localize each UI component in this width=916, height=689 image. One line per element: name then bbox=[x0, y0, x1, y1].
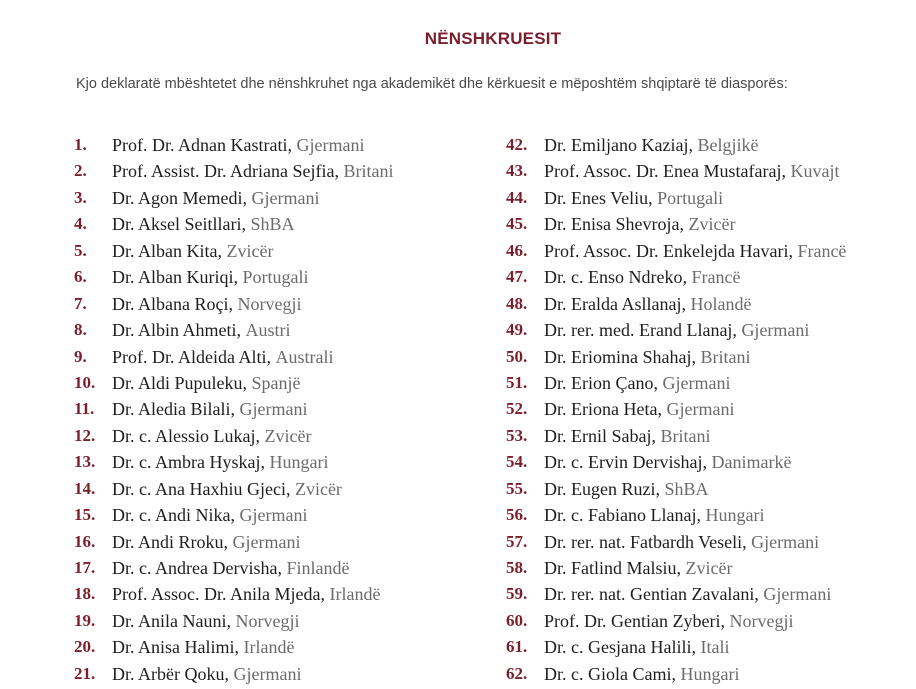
signatory-row bbox=[506, 160, 846, 186]
signatory-number: 58. bbox=[506, 558, 528, 577]
signatory-row bbox=[74, 293, 394, 319]
signatory-number: 47. bbox=[506, 267, 528, 287]
signatory-country: Zvicër bbox=[294, 478, 342, 499]
signatory-number: 50. bbox=[506, 346, 528, 366]
signatory-country: Gjermani bbox=[232, 531, 301, 552]
signatory-name: Prof. Dr. Aldeida Alti, bbox=[112, 346, 271, 367]
signatory-name: Prof. Assoc. Dr. Anila Mjeda, bbox=[112, 584, 325, 605]
signatory-number: 43. bbox=[506, 161, 528, 181]
signatory-name: Dr. c. Alessio Lukaj, bbox=[112, 425, 260, 446]
signatory-row bbox=[506, 266, 846, 292]
signatory-country: ShBA bbox=[250, 214, 295, 235]
signatory-number: 16. bbox=[74, 531, 96, 551]
signatory-name: Dr. Enisa Shevroja, bbox=[544, 214, 684, 235]
signatory-number: 3. bbox=[74, 187, 87, 207]
signatory-number: 61. bbox=[506, 637, 528, 657]
signatory-name: Dr. c. Enso Ndreko, bbox=[544, 267, 687, 288]
signatory-country: Irlandë bbox=[243, 637, 295, 658]
signatory-number: 5. bbox=[74, 240, 87, 260]
signatory-name: Dr. Alban Kita, bbox=[112, 240, 222, 261]
signatory-country: Gjermani bbox=[251, 187, 320, 208]
signatory-number: 62. bbox=[506, 663, 528, 683]
signatory-number: 54. bbox=[506, 452, 528, 472]
signatory-row bbox=[74, 583, 394, 609]
signatory-name: Prof. Assoc. Dr. Enea Mustafaraj, bbox=[544, 161, 786, 182]
signatory-number: 57. bbox=[506, 531, 528, 551]
signatory-country: Gjermani bbox=[741, 320, 810, 341]
signatory-country: Portugali bbox=[657, 187, 724, 208]
signatory-row bbox=[506, 240, 846, 266]
signatory-row bbox=[506, 478, 846, 504]
signatory-name: Dr. Enes Veliu, bbox=[544, 187, 653, 208]
signatory-name: Dr. Fatlind Malsiu, bbox=[544, 558, 682, 578]
signatory-country: Gjermani bbox=[662, 372, 731, 393]
signatory-country: Norvegji bbox=[237, 293, 302, 314]
signatory-country: Itali bbox=[700, 637, 730, 658]
signatory-country: Norvegji bbox=[235, 610, 300, 631]
signatory-country: Spanjë bbox=[251, 372, 301, 393]
signatory-row bbox=[506, 398, 846, 424]
signatory-country: Danimarkë bbox=[711, 452, 792, 473]
signatory-number: 8. bbox=[74, 320, 87, 340]
signatory-name: Dr. Arbër Qoku, bbox=[112, 663, 229, 684]
signatory-number: 51. bbox=[506, 372, 528, 392]
signatory-country: Gjermani bbox=[239, 505, 308, 526]
signatory-name: Dr. Aksel Seitllari, bbox=[112, 214, 246, 235]
signatory-name: Prof. Assoc. Dr. Enkelejda Havari, bbox=[544, 240, 793, 261]
signatories-list-right bbox=[506, 134, 846, 689]
signatory-name: Dr. Erion Çano, bbox=[544, 372, 658, 393]
signatory-number: 45. bbox=[506, 214, 528, 234]
signatory-name: Prof. Dr. Adnan Kastrati, bbox=[112, 135, 292, 155]
signatory-number: 13. bbox=[74, 452, 96, 472]
signatories-list-left bbox=[74, 134, 394, 689]
signatory-row bbox=[506, 346, 846, 372]
signatory-row bbox=[74, 557, 394, 583]
signatory-number: 52. bbox=[506, 399, 528, 419]
intro-text: Kjo deklaratë mbështetet dhe nënshkruhet nga akademikët dhe kërkuesit e mëposhtëm shqiptarë të diasporës: bbox=[76, 76, 788, 92]
signatory-country: Gjermani bbox=[239, 399, 308, 420]
signatory-name: Dr. c. Andrea Dervisha, bbox=[112, 558, 282, 578]
signatory-country: Hungari bbox=[680, 663, 740, 684]
signatory-row bbox=[506, 583, 846, 609]
signatory-name: Dr. Alban Kuriqi, bbox=[112, 267, 238, 288]
signatory-name: Dr. c. Gesjana Halili, bbox=[544, 637, 696, 658]
signatory-country: Zvicër bbox=[685, 558, 733, 578]
signatory-row bbox=[74, 531, 394, 557]
signatory-name: Dr. c. Ervin Dervishaj, bbox=[544, 452, 707, 473]
signatory-country: Britani bbox=[343, 161, 394, 182]
signatory-number: 2. bbox=[74, 161, 87, 181]
signatory-name: Dr. Eugen Ruzi, bbox=[544, 478, 660, 499]
signatory-country: Zvicër bbox=[226, 240, 274, 261]
signatory-row bbox=[74, 398, 394, 424]
signatory-country: Britani bbox=[660, 425, 711, 446]
signatory-number: 19. bbox=[74, 610, 96, 630]
signatory-country: Irlandë bbox=[329, 584, 381, 605]
signatory-name: Dr. Eriona Heta, bbox=[544, 399, 662, 420]
signatory-country: Gjermani bbox=[763, 584, 832, 605]
signatory-row bbox=[74, 319, 394, 345]
signatory-number: 9. bbox=[74, 346, 87, 366]
signatory-country: Holandë bbox=[690, 293, 752, 314]
signatory-row bbox=[506, 372, 846, 398]
signatory-row bbox=[506, 187, 846, 213]
signatory-name: Dr. Eriomina Shahaj, bbox=[544, 346, 696, 367]
signatory-number: 10. bbox=[74, 372, 96, 392]
signatory-number: 21. bbox=[74, 663, 96, 683]
signatory-row bbox=[506, 636, 846, 662]
signatory-country: Gjermani bbox=[666, 399, 735, 420]
signatory-number: 42. bbox=[506, 135, 528, 154]
signatory-row bbox=[74, 134, 394, 160]
signatory-number: 20. bbox=[74, 637, 96, 657]
signatory-country: Austri bbox=[245, 320, 291, 341]
signatory-row bbox=[74, 610, 394, 636]
signatory-row bbox=[74, 504, 394, 530]
signatory-name: Dr. rer. nat. Gentian Zavalani, bbox=[544, 584, 759, 605]
signatory-country: Finlandë bbox=[286, 558, 350, 578]
signatory-country: Australi bbox=[275, 346, 334, 367]
signatory-row bbox=[74, 346, 394, 372]
signatory-country: ShBA bbox=[664, 478, 709, 499]
signatory-name: Dr. c. Giola Cami, bbox=[544, 663, 676, 684]
signatory-name: Dr. c. Ambra Hyskaj, bbox=[112, 452, 265, 473]
signatory-row bbox=[506, 425, 846, 451]
signatory-number: 12. bbox=[74, 425, 96, 445]
signatory-number: 18. bbox=[74, 584, 96, 604]
signatory-name: Dr. Anisa Halimi, bbox=[112, 637, 239, 658]
signatory-number: 56. bbox=[506, 505, 528, 525]
signatory-row bbox=[74, 266, 394, 292]
signatory-row bbox=[506, 531, 846, 557]
signatory-name: Dr. Emiljano Kaziaj, bbox=[544, 135, 693, 155]
signatory-number: 55. bbox=[506, 478, 528, 498]
signatory-name: Dr. Aldi Pupuleku, bbox=[112, 372, 248, 393]
signatory-country: Zvicër bbox=[264, 425, 312, 446]
signatory-number: 14. bbox=[74, 478, 96, 498]
signatory-row bbox=[506, 213, 846, 239]
signatory-country: Norvegji bbox=[729, 610, 794, 631]
signatory-number: 59. bbox=[506, 584, 528, 604]
signatory-country: Hungari bbox=[705, 505, 765, 526]
signatory-row bbox=[506, 610, 846, 636]
signatory-country: Gjermani bbox=[751, 531, 820, 552]
signatory-country: Gjermani bbox=[296, 135, 365, 155]
signatory-country: Francë bbox=[691, 267, 741, 288]
signatory-row bbox=[74, 663, 394, 689]
signatory-number: 11. bbox=[74, 399, 95, 419]
signatory-row bbox=[506, 293, 846, 319]
signatory-row bbox=[506, 451, 846, 477]
signatory-name: Dr. Eralda Asllanaj, bbox=[544, 293, 686, 314]
signatory-name: Prof. Assist. Dr. Adriana Sejfia, bbox=[112, 161, 339, 182]
signatory-name: Dr. c. Andi Nika, bbox=[112, 505, 235, 526]
signatory-country: Belgjikë bbox=[697, 135, 759, 155]
signatory-name: Dr. Agon Memedi, bbox=[112, 187, 247, 208]
signatory-name: Dr. Albana Roçi, bbox=[112, 293, 233, 314]
signatory-country: Francë bbox=[797, 240, 847, 261]
signatory-name: Dr. Andi Rroku, bbox=[112, 531, 229, 552]
signatory-country: Hungari bbox=[269, 452, 329, 473]
signatory-number: 46. bbox=[506, 240, 528, 260]
signatory-name: Dr. rer. nat. Fatbardh Veseli, bbox=[544, 531, 747, 552]
signatory-number: 17. bbox=[74, 558, 96, 577]
signatory-row bbox=[506, 319, 846, 345]
signatory-name: Dr. Ernil Sabaj, bbox=[544, 425, 656, 446]
signatory-number: 60. bbox=[506, 610, 528, 630]
signatory-name: Prof. Dr. Gentian Zyberi, bbox=[544, 610, 725, 631]
signatory-name: Dr. c. Fabiano Llanaj, bbox=[544, 505, 701, 526]
signatory-number: 53. bbox=[506, 425, 528, 445]
signatory-row bbox=[74, 160, 394, 186]
signatory-country: Kuvajt bbox=[790, 161, 840, 182]
signatory-number: 6. bbox=[74, 267, 87, 287]
signatory-row bbox=[74, 187, 394, 213]
signatory-row bbox=[74, 451, 394, 477]
signatory-row bbox=[506, 504, 846, 530]
signatory-country: Zvicër bbox=[688, 214, 736, 235]
signatory-number: 7. bbox=[74, 293, 87, 313]
signatory-number: 4. bbox=[74, 214, 87, 234]
signatory-row bbox=[74, 478, 394, 504]
signatory-row bbox=[74, 213, 394, 239]
signatory-number: 48. bbox=[506, 293, 528, 313]
signatory-row bbox=[74, 240, 394, 266]
signatory-name: Dr. rer. med. Erand Llanaj, bbox=[544, 320, 737, 341]
signatory-row bbox=[74, 425, 394, 451]
signatory-row bbox=[506, 557, 846, 583]
signatory-name: Dr. c. Ana Haxhiu Gjeci, bbox=[112, 478, 291, 499]
signatory-number: 49. bbox=[506, 320, 528, 340]
signatory-country: Portugali bbox=[242, 267, 309, 288]
signatory-name: Dr. Albin Ahmeti, bbox=[112, 320, 242, 341]
signatory-country: Britani bbox=[700, 346, 751, 367]
signatory-name: Dr. Aledia Bilali, bbox=[112, 399, 235, 420]
signatory-row bbox=[74, 372, 394, 398]
signatory-number: 1. bbox=[74, 135, 87, 154]
signatory-row bbox=[506, 663, 846, 689]
page-title: NËNSHKRUESIT bbox=[424, 29, 562, 48]
signatory-row bbox=[506, 134, 846, 160]
signatory-row bbox=[74, 636, 394, 662]
signatory-country: Gjermani bbox=[233, 663, 302, 684]
signatory-number: 44. bbox=[506, 187, 528, 207]
signatory-number: 15. bbox=[74, 505, 96, 525]
signatory-name: Dr. Anila Nauni, bbox=[112, 610, 231, 631]
